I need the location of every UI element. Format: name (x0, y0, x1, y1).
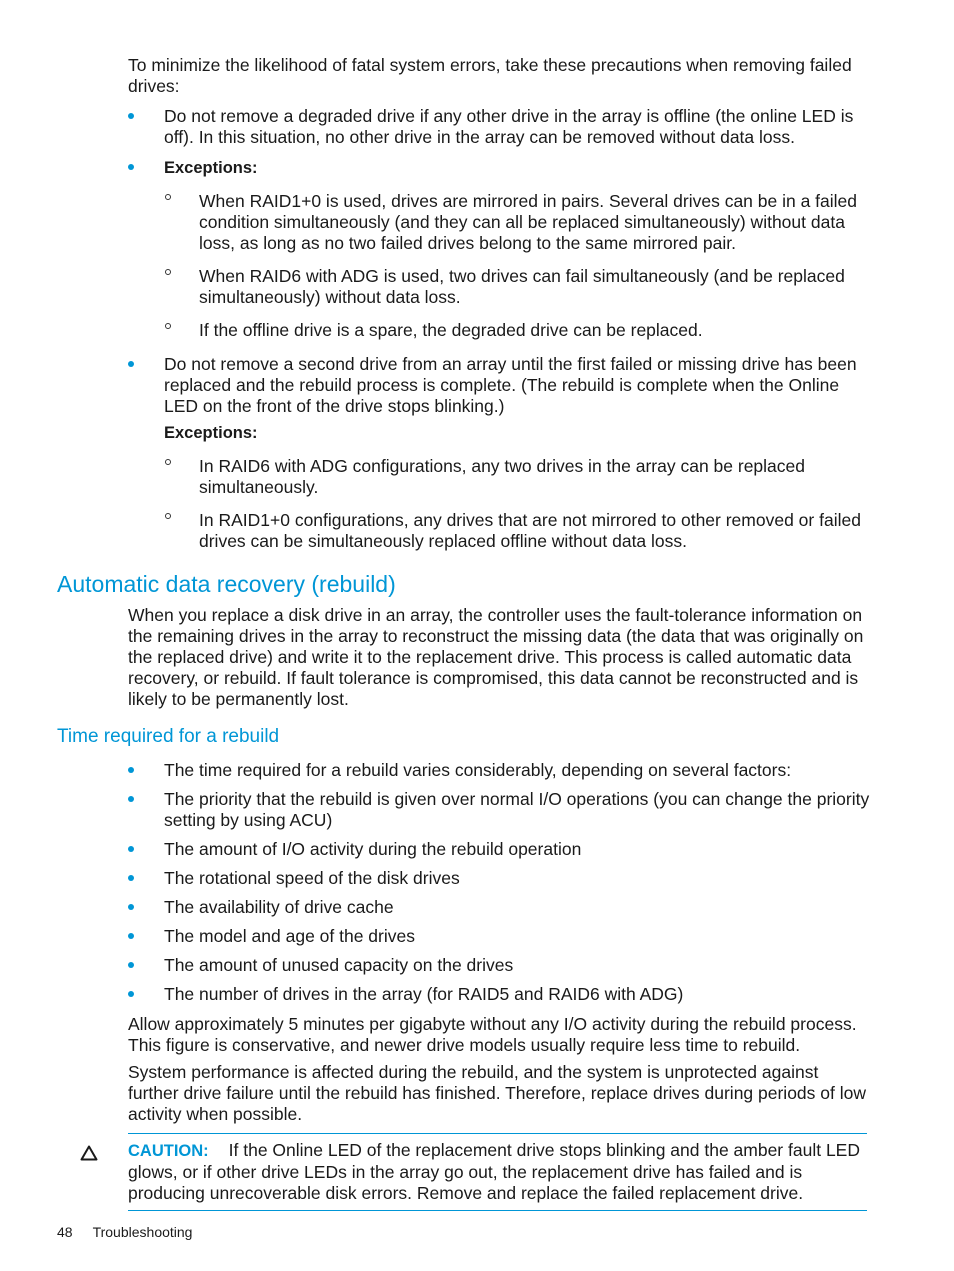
list-item: The number of drives in the array (for RAID5 and RAID6 with ADG) (128, 984, 870, 1005)
circle-bullet-icon (165, 194, 171, 200)
rebuild-factors-list (128, 760, 870, 1005)
bullet-icon (128, 164, 134, 170)
list-item: The amount of unused capacity on the drives (128, 955, 870, 976)
exceptions-sublist (164, 456, 870, 552)
bullet-icon (128, 904, 134, 910)
bullet-icon (128, 962, 134, 968)
circle-bullet-icon (165, 513, 171, 519)
bullet-icon (128, 796, 134, 802)
list-item: The time required for a rebuild varies considerably, depending on several factors: (128, 760, 870, 781)
performance-paragraph: System performance is affected during the rebuild, and the system is unprotected against further drive failure until the rebuild has finished. Therefore, replace drives during periods of low activity when possible. (128, 1062, 866, 1124)
bullet-icon (128, 933, 134, 939)
section-heading: Automatic data recovery (rebuild) (57, 571, 396, 597)
exceptions-label: Exceptions: (164, 424, 258, 442)
intro-paragraph: To minimize the likelihood of fatal system errors, take these precautions when removing failed drives: (128, 55, 852, 96)
list-item: The amount of I/O activity during the rebuild operation (128, 839, 870, 860)
bullet-icon (128, 991, 134, 997)
bullet-icon (128, 767, 134, 773)
caution-text: If the Online LED of the replacement drive stops blinking and the amber fault LED glows, or if other drive LEDs in the array go out, the replacement drive has failed and is producing unrecoverable disk errors. Remove and replace the failed replacement drive. (128, 1140, 860, 1203)
page-number: 48 (57, 1224, 73, 1240)
list-item: The priority that the rebuild is given over normal I/O operations (you can change the priority setting by using ACU) (128, 789, 870, 831)
list-item (128, 106, 870, 148)
caution-box (128, 1133, 867, 1211)
rebuild-paragraph: When you replace a disk drive in an array, the controller uses the fault-tolerance information on the remaining drives in the array to reconstruct the missing data (the data that was originally on the replaced drive) and write it to the replacement drive. This process is called automatic data recovery, or rebuild. If fault tolerance is compromised, this data cannot be reconstructed and is likely to be permanently lost. (128, 605, 864, 709)
exceptions-label: Exceptions: (164, 159, 258, 177)
circle-bullet-icon (165, 323, 171, 329)
list-item: The availability of drive cache (128, 897, 870, 918)
list-item-text: Do not remove a second drive from an array until the first failed or missing drive has been replaced and the rebuild process is complete. (The rebuild is complete when the Online LED on the front of the drive stops blinking.) (164, 354, 857, 416)
circle-bullet-icon (165, 269, 171, 275)
list-item: The rotational speed of the disk drives (128, 868, 870, 889)
page-footer (57, 1224, 212, 1240)
footer-section-name: Troubleshooting (92, 1224, 193, 1240)
list-item (128, 354, 870, 552)
subsection-heading: Time required for a rebuild (57, 726, 280, 747)
bullet-icon (128, 113, 134, 119)
list-item-text: Do not remove a degraded drive if any other drive in the array is offline (the online LED is off). In this situation, no other drive in the array can be removed without data loss. (164, 106, 854, 147)
bullet-icon (128, 846, 134, 852)
exceptions-sublist (164, 191, 870, 341)
sub-list-item: If the offline drive is a spare, the degraded drive can be replaced. (164, 320, 870, 341)
bullet-icon (128, 361, 134, 367)
sub-list-item: In RAID1+0 configurations, any drives that are not mirrored to other removed or failed drives can be simultaneously replaced offline without data loss. (164, 510, 870, 552)
warning-triangle-icon (80, 1145, 98, 1161)
caution-label: CAUTION: (128, 1142, 209, 1160)
bullet-icon (128, 875, 134, 881)
list-item (128, 157, 870, 341)
sub-list-item: In RAID6 with ADG configurations, any two drives in the array can be replaced simultaneously. (164, 456, 870, 498)
circle-bullet-icon (165, 459, 171, 465)
sub-list-item: When RAID1+0 is used, drives are mirrored in pairs. Several drives can be in a failed condition simultaneously (and they can all be replaced simultaneously) without data loss, as long as no two failed drives belong to the same mirrored pair. (164, 191, 870, 254)
sub-list-item: When RAID6 with ADG is used, two drives can fail simultaneously (and be replaced simultaneously) without data loss. (164, 266, 870, 308)
list-item: The model and age of the drives (128, 926, 870, 947)
rebuild-time-paragraph: Allow approximately 5 minutes per gigabyte without any I/O activity during the rebuild process. This figure is conservative, and newer drive models usually require less time to rebuild. (128, 1014, 857, 1055)
caution-message (128, 1140, 867, 1204)
precautions-list (128, 106, 870, 552)
